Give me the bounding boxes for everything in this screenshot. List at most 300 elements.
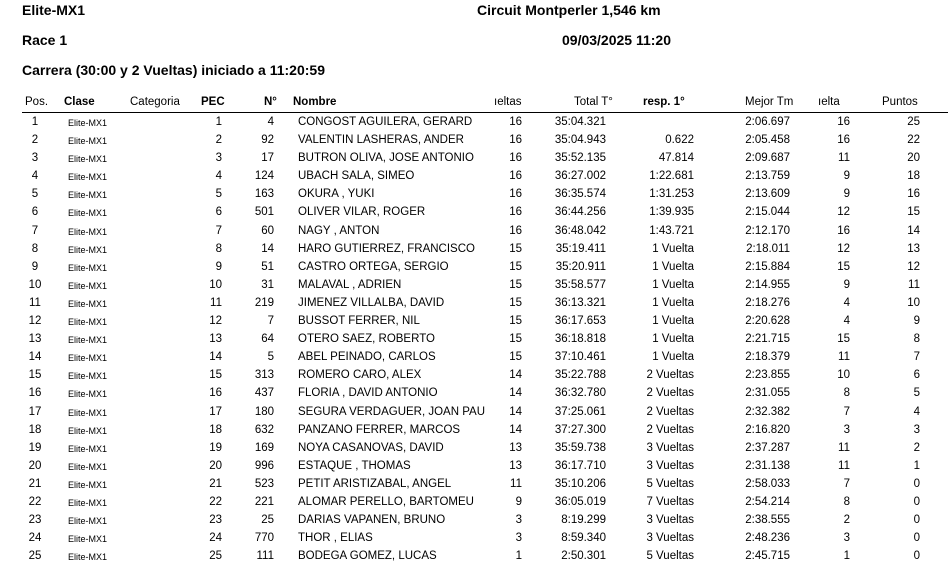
- cell-mejor-tm: 2:31.055: [745, 387, 790, 400]
- cell-num: 92: [261, 134, 274, 147]
- cell-mejor-tm: 2:21.715: [745, 333, 790, 346]
- cell-mejor-vuelta: 12: [837, 206, 850, 219]
- cell-resp: 2 Vueltas: [646, 387, 694, 400]
- race-datetime: 09/03/2025 11:20: [562, 32, 671, 48]
- col-num: N°: [264, 96, 277, 108]
- cell-pec: 25: [209, 550, 222, 563]
- table-row: [0, 313, 948, 331]
- cell-nombre: BUSSOT FERRER, NIL: [298, 315, 420, 328]
- cell-mejor-vuelta: 9: [843, 188, 850, 201]
- cell-pos: 8: [31, 242, 39, 255]
- cell-resp: 5 Vueltas: [646, 477, 694, 490]
- cell-clase: Elite-MX1: [68, 516, 108, 527]
- cell-vueltas: 16: [509, 224, 522, 237]
- cell-vueltas: 3: [515, 532, 522, 545]
- cell-total: 35:04.943: [554, 134, 606, 147]
- cell-vueltas: 15: [509, 351, 522, 364]
- cell-pos: 15: [28, 369, 42, 382]
- cell-resp: 3 Vueltas: [646, 514, 694, 527]
- cell-mejor-tm: 2:18.379: [745, 351, 790, 364]
- cell-vueltas: 16: [509, 152, 522, 165]
- cell-vueltas: 9: [515, 495, 522, 508]
- cell-num: 169: [254, 441, 274, 454]
- table-row: [0, 349, 948, 367]
- cell-vueltas: 15: [509, 242, 522, 255]
- cell-pec: 1: [215, 116, 222, 128]
- cell-puntos: 20: [907, 152, 920, 165]
- table-row: [0, 494, 948, 512]
- cell-mejor-vuelta: 2: [843, 514, 850, 527]
- cell-vueltas: 15: [509, 260, 522, 273]
- table-row: [0, 331, 948, 349]
- cell-puntos: 6: [913, 369, 920, 382]
- cell-clase: Elite-MX1: [68, 154, 108, 165]
- cell-pec: 18: [209, 423, 222, 436]
- cell-total: 37:27.300: [554, 423, 606, 436]
- cell-puntos: 9: [913, 315, 920, 328]
- cell-total: 37:10.461: [554, 351, 606, 364]
- col-total: Total T°: [574, 96, 613, 108]
- table-row: [0, 458, 948, 476]
- cell-clase: Elite-MX1: [68, 534, 108, 545]
- cell-nombre: DARIAS VAPANEN, BRUNO: [298, 514, 446, 527]
- cell-mejor-vuelta: 3: [843, 532, 850, 545]
- cell-mejor-vuelta: 16: [837, 116, 850, 128]
- cell-clase: Elite-MX1: [68, 280, 108, 291]
- cell-clase: Elite-MX1: [68, 497, 108, 508]
- cell-pos: 21: [28, 477, 42, 490]
- cell-pec: 5: [215, 188, 222, 201]
- cell-nombre: CASTRO ORTEGA, SERGIO: [298, 260, 449, 273]
- col-categoria: Categoria: [130, 96, 180, 108]
- cell-clase: Elite-MX1: [68, 353, 108, 364]
- cell-num: 163: [254, 188, 274, 201]
- cell-clase: Elite-MX1: [68, 335, 108, 346]
- cell-puntos: 22: [907, 134, 920, 147]
- cell-clase: Elite-MX1: [68, 479, 108, 490]
- cell-puntos: 3: [913, 423, 920, 436]
- cell-num: 7: [267, 315, 274, 328]
- cell-total: 37:25.061: [554, 405, 606, 418]
- cell-nombre: SEGURA VERDAGUER, JOAN PAU: [298, 405, 486, 418]
- cell-pos: 7: [31, 224, 39, 237]
- cell-nombre: PANZANO FERRER, MARCOS: [298, 423, 461, 436]
- cell-nombre: MALAVAL , ADRIEN: [298, 278, 402, 291]
- cell-total: 36:48.042: [554, 224, 606, 237]
- cell-pec: 19: [209, 441, 222, 454]
- cell-clase: Elite-MX1: [68, 461, 108, 472]
- cell-total: 36:32.780: [554, 387, 606, 400]
- cell-num: 632: [254, 423, 274, 436]
- cell-nombre: BUTRON OLIVA, JOSE ANTONIO: [298, 152, 474, 165]
- cell-num: 111: [256, 550, 274, 563]
- cell-puntos: 25: [907, 116, 920, 128]
- cell-puntos: 8: [913, 333, 920, 346]
- cell-pec: 24: [209, 532, 222, 545]
- cell-total: 36:13.321: [554, 296, 606, 309]
- cell-num: 313: [254, 369, 274, 382]
- cell-total: 35:20.911: [555, 260, 606, 273]
- cell-mejor-tm: 2:32.382: [745, 405, 790, 418]
- cell-puntos: 1: [913, 459, 920, 472]
- cell-num: 124: [254, 170, 274, 183]
- cell-pos: 3: [31, 152, 39, 165]
- cell-puntos: 0: [913, 477, 920, 490]
- cell-nombre: JIMENEZ VILLALBA, DAVID: [298, 296, 445, 309]
- cell-vueltas: 15: [509, 333, 522, 346]
- table-row: [0, 132, 948, 150]
- table-row: [0, 422, 948, 440]
- col-pec: PEC: [201, 96, 225, 108]
- cell-pec: 23: [209, 514, 222, 527]
- results-table-body: [0, 114, 948, 566]
- cell-puntos: 0: [913, 495, 920, 508]
- cell-mejor-tm: 2:15.044: [745, 206, 790, 219]
- cell-num: 523: [254, 477, 274, 490]
- cell-pos: 11: [29, 296, 41, 309]
- cell-nombre: VALENTIN LASHERAS, ANDER: [298, 134, 464, 147]
- cell-num: 51: [261, 260, 274, 273]
- cell-mejor-tm: 2:16.820: [745, 423, 790, 436]
- cell-nombre: OTERO SAEZ, ROBERTO: [298, 333, 435, 346]
- cell-resp: 1:43.721: [649, 224, 694, 237]
- cell-resp: 2 Vueltas: [646, 369, 694, 382]
- cell-mejor-vuelta: 3: [843, 423, 850, 436]
- cell-mejor-vuelta: 11: [838, 351, 850, 364]
- cell-pos: 9: [31, 260, 39, 273]
- cell-clase: Elite-MX1: [68, 389, 108, 400]
- table-row: [0, 204, 948, 222]
- cell-resp: 5 Vueltas: [646, 550, 694, 563]
- cell-mejor-tm: 2:31.138: [745, 459, 790, 472]
- cell-total: 36:17.653: [554, 315, 606, 328]
- cell-num: 221: [254, 495, 274, 508]
- table-row: [0, 548, 948, 566]
- cell-clase: Elite-MX1: [68, 118, 108, 128]
- cell-nombre: OLIVER VILAR, ROGER: [298, 206, 426, 219]
- cell-resp: 1:39.935: [649, 206, 694, 219]
- col-nombre: Nombre: [293, 96, 337, 108]
- cell-vueltas: 16: [509, 116, 522, 128]
- cell-pec: 3: [215, 152, 222, 165]
- cell-nombre: UBACH SALA, SIMEO: [298, 170, 415, 183]
- table-row: [0, 512, 948, 530]
- cell-puntos: 7: [913, 351, 920, 364]
- cell-num: 770: [254, 532, 274, 545]
- cell-num: 180: [254, 405, 274, 418]
- cell-resp: 7 Vueltas: [646, 495, 694, 508]
- cell-pec: 8: [215, 242, 222, 255]
- cell-nombre: NAGY , ANTON: [298, 224, 380, 237]
- cell-pec: 4: [215, 170, 222, 183]
- cell-pos: 14: [28, 351, 42, 364]
- cell-nombre: BODEGA GOMEZ, LUCAS: [298, 550, 437, 563]
- cell-pos: 1: [31, 116, 39, 128]
- cell-clase: Elite-MX1: [68, 244, 108, 255]
- cell-pos: 19: [28, 441, 42, 454]
- table-row: [0, 114, 948, 132]
- cell-num: 31: [261, 278, 274, 291]
- cell-nombre: PETIT ARISTIZABAL, ANGEL: [298, 477, 452, 490]
- race-title: Race 1: [22, 32, 68, 48]
- cell-puntos: 0: [913, 550, 920, 563]
- cell-resp: 2 Vueltas: [646, 405, 694, 418]
- cell-vueltas: 3: [515, 514, 522, 527]
- cell-vueltas: 1: [515, 550, 522, 563]
- cell-resp: 3 Vueltas: [646, 441, 694, 454]
- cell-num: 14: [261, 242, 274, 255]
- cell-num: 501: [254, 206, 274, 219]
- cell-total: 35:59.738: [554, 441, 606, 454]
- cell-mejor-vuelta: 7: [843, 405, 850, 418]
- cell-mejor-tm: 2:20.628: [745, 315, 790, 328]
- cell-pos: 22: [28, 495, 42, 508]
- cell-clase: Elite-MX1: [68, 552, 108, 563]
- cell-vueltas: 14: [509, 405, 522, 418]
- cell-puntos: 15: [907, 206, 920, 219]
- cell-mejor-vuelta: 7: [843, 477, 850, 490]
- cell-num: 996: [254, 459, 274, 472]
- cell-resp: 1 Vuelta: [652, 260, 694, 273]
- cell-mejor-tm: 2:18.011: [746, 242, 790, 255]
- cell-pos: 18: [28, 423, 42, 436]
- cell-pos: 20: [28, 459, 42, 472]
- cell-total: 36:18.818: [554, 333, 606, 346]
- cell-pos: 17: [28, 405, 42, 418]
- table-row: [0, 150, 948, 168]
- cell-total: 35:10.206: [554, 477, 606, 490]
- cell-pec: 21: [209, 477, 222, 490]
- cell-resp: 2 Vueltas: [646, 423, 694, 436]
- table-row: [0, 168, 948, 186]
- table-row: [0, 367, 948, 385]
- cell-pec: 9: [215, 260, 222, 273]
- col-puntos: Puntos: [882, 96, 918, 108]
- cell-vueltas: 11: [510, 477, 522, 490]
- cell-total: 36:44.256: [554, 206, 606, 219]
- cell-num: 64: [261, 333, 274, 346]
- cell-mejor-vuelta: 11: [838, 441, 850, 454]
- cell-mejor-vuelta: 9: [843, 278, 850, 291]
- cell-clase: Elite-MX1: [68, 298, 108, 309]
- cell-mejor-tm: 2:37.287: [745, 441, 790, 454]
- cell-nombre: ROMERO CARO, ALEX: [298, 369, 422, 382]
- cell-mejor-tm: 2:05.458: [745, 134, 790, 147]
- table-row: [0, 295, 948, 313]
- cell-mejor-tm: 2:12.170: [745, 224, 790, 237]
- cell-vueltas: 16: [509, 206, 522, 219]
- cell-total: 2:50.301: [561, 550, 606, 563]
- cell-nombre: ABEL PEINADO, CARLOS: [298, 351, 436, 364]
- table-row: [0, 241, 948, 259]
- cell-num: 60: [261, 224, 274, 237]
- cell-pos: 5: [31, 188, 39, 201]
- cell-pos: 23: [28, 514, 42, 527]
- cell-mejor-tm: 2:23.855: [745, 369, 790, 382]
- cell-nombre: THOR , ELIAS: [298, 532, 373, 545]
- cell-mejor-tm: 2:38.555: [745, 514, 790, 527]
- cell-resp: 47.814: [658, 152, 694, 165]
- cell-vueltas: 14: [509, 387, 522, 400]
- cell-pec: 12: [209, 315, 222, 328]
- cell-pec: 14: [209, 351, 222, 364]
- cell-pos: 13: [28, 333, 42, 346]
- cell-mejor-vuelta: 16: [837, 224, 850, 237]
- cell-pec: 22: [209, 495, 222, 508]
- cell-pec: 10: [209, 278, 222, 291]
- cell-pec: 7: [215, 224, 222, 237]
- cell-pos: 2: [31, 134, 39, 147]
- cell-mejor-tm: 2:09.687: [745, 152, 790, 165]
- cell-vueltas: 16: [509, 134, 522, 147]
- cell-resp: 3 Vueltas: [646, 532, 694, 545]
- cell-clase: Elite-MX1: [68, 208, 108, 219]
- cell-pos: 25: [28, 550, 42, 563]
- table-row: [0, 440, 948, 458]
- cell-resp: 1:22.681: [649, 170, 694, 183]
- cell-puntos: 2: [913, 441, 920, 454]
- cell-puntos: 14: [907, 224, 920, 237]
- cell-clase: Elite-MX1: [68, 190, 108, 201]
- cell-clase: Elite-MX1: [68, 443, 108, 454]
- cell-mejor-vuelta: 15: [837, 260, 850, 273]
- cell-total: 36:35.574: [554, 188, 606, 201]
- cell-clase: Elite-MX1: [68, 371, 108, 382]
- cell-pec: 15: [209, 369, 222, 382]
- cell-puntos: 13: [907, 242, 920, 255]
- col-mejor-tm: Mejor Tm: [745, 96, 794, 108]
- circuit-title: Circuit Montperler 1,546 km: [477, 2, 661, 18]
- cell-mejor-tm: 2:54.214: [745, 495, 790, 508]
- cell-mejor-tm: 2:48.236: [745, 532, 790, 545]
- cell-total: 35:19.411: [555, 242, 606, 255]
- cell-num: 25: [261, 514, 274, 527]
- cell-mejor-vuelta: 11: [838, 459, 850, 472]
- cell-vueltas: 15: [509, 315, 522, 328]
- cell-num: 219: [254, 296, 274, 309]
- cell-pec: 6: [215, 206, 222, 219]
- cell-pos: 4: [31, 170, 39, 183]
- cell-num: 17: [261, 152, 274, 165]
- cell-pec: 13: [209, 333, 222, 346]
- table-row: [0, 223, 948, 241]
- cell-mejor-vuelta: 16: [837, 134, 850, 147]
- cell-mejor-vuelta: 15: [837, 333, 850, 346]
- cell-resp: 1 Vuelta: [652, 315, 694, 328]
- col-mejor-vuelta: ıelta: [818, 96, 840, 108]
- cell-mejor-tm: 2:13.759: [745, 170, 790, 183]
- category-title: Elite-MX1: [22, 2, 86, 18]
- table-row: [0, 530, 948, 548]
- cell-mejor-tm: 2:18.276: [745, 296, 790, 309]
- cell-total: 35:04.321: [554, 116, 606, 128]
- cell-mejor-tm: 2:14.955: [745, 278, 790, 291]
- cell-clase: Elite-MX1: [68, 172, 108, 183]
- cell-mejor-vuelta: 12: [837, 242, 850, 255]
- cell-vueltas: 14: [509, 369, 522, 382]
- cell-num: 4: [267, 116, 274, 128]
- cell-pos: 16: [28, 387, 42, 400]
- cell-mejor-vuelta: 8: [843, 387, 850, 400]
- cell-puntos: 16: [907, 188, 920, 201]
- cell-num: 437: [254, 387, 274, 400]
- cell-pos: 6: [31, 206, 39, 219]
- cell-resp: 1 Vuelta: [652, 242, 694, 255]
- cell-mejor-tm: 2:13.609: [745, 188, 790, 201]
- cell-resp: 0.622: [665, 134, 694, 147]
- cell-mejor-vuelta: 9: [843, 170, 850, 183]
- col-pos: Pos.: [25, 96, 49, 108]
- cell-clase: Elite-MX1: [68, 425, 108, 436]
- cell-total: 35:58.577: [554, 278, 606, 291]
- cell-vueltas: 13: [509, 459, 522, 472]
- cell-total: 35:22.788: [554, 369, 606, 382]
- cell-mejor-vuelta: 4: [843, 296, 850, 309]
- table-row: [0, 186, 948, 204]
- cell-clase: Elite-MX1: [68, 407, 108, 418]
- cell-total: 8:19.299: [561, 514, 606, 527]
- cell-resp: 1:31.253: [649, 188, 694, 201]
- cell-puntos: 12: [907, 260, 920, 273]
- cell-puntos: 10: [907, 296, 920, 309]
- cell-pos: 24: [28, 532, 42, 545]
- cell-puntos: 0: [913, 532, 920, 545]
- cell-mejor-vuelta: 10: [837, 369, 850, 382]
- cell-pec: 20: [209, 459, 222, 472]
- cell-puntos: 0: [913, 514, 920, 527]
- cell-pec: 11: [210, 296, 222, 309]
- table-row: [0, 259, 948, 277]
- cell-clase: Elite-MX1: [68, 136, 108, 147]
- cell-num: 5: [267, 351, 274, 364]
- cell-pec: 16: [209, 387, 222, 400]
- cell-vueltas: 15: [509, 278, 522, 291]
- cell-total: 8:59.340: [561, 532, 606, 545]
- cell-clase: Elite-MX1: [68, 262, 108, 273]
- cell-total: 36:05.019: [554, 495, 606, 508]
- cell-vueltas: 16: [509, 188, 522, 201]
- cell-mejor-tm: 2:45.715: [745, 550, 790, 563]
- cell-clase: Elite-MX1: [68, 226, 108, 237]
- cell-puntos: 4: [913, 405, 920, 418]
- cell-pec: 17: [209, 405, 222, 418]
- table-row: [0, 404, 948, 422]
- cell-puntos: 11: [908, 278, 920, 291]
- cell-nombre: HARO GUTIERREZ, FRANCISCO: [298, 242, 475, 255]
- cell-resp: 3 Vueltas: [646, 459, 694, 472]
- cell-mejor-vuelta: 1: [843, 550, 850, 563]
- cell-mejor-tm: 2:06.697: [745, 116, 790, 128]
- cell-resp: 1 Vuelta: [652, 333, 694, 346]
- cell-vueltas: 13: [509, 441, 522, 454]
- cell-resp: 1 Vuelta: [652, 278, 694, 291]
- cell-vueltas: 15: [509, 296, 522, 309]
- cell-resp: 1 Vuelta: [652, 351, 694, 364]
- cell-nombre: CONGOST AGUILERA, GERARD: [298, 116, 473, 128]
- cell-nombre: OKURA , YUKI: [298, 188, 375, 201]
- cell-mejor-tm: 2:15.884: [745, 260, 790, 273]
- cell-clase: Elite-MX1: [68, 317, 108, 328]
- cell-puntos: 18: [907, 170, 920, 183]
- cell-total: 36:17.710: [554, 459, 606, 472]
- cell-pos: 10: [28, 278, 42, 291]
- table-row: [0, 277, 948, 295]
- cell-total: 36:27.002: [554, 170, 606, 183]
- cell-nombre: ALOMAR PERELLO, BARTOMEU: [298, 495, 474, 508]
- cell-puntos: 5: [913, 387, 920, 400]
- cell-pos: 12: [28, 315, 42, 328]
- cell-pec: 2: [215, 134, 222, 147]
